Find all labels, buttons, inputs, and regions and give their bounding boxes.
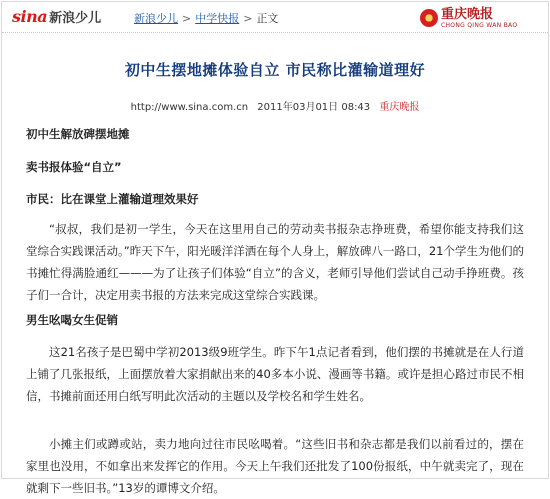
breadcrumb — [134, 10, 278, 26]
subheading: 男生吆喝女生促销 — [26, 313, 118, 327]
breadcrumb-link-section[interactable]: 中学快报 — [195, 12, 240, 25]
article-source-link[interactable]: 重庆晚报 — [379, 102, 420, 113]
paragraph: 这21名孩子是巴蜀中学初2013级9班学生。昨下午1点记者看到，他们摆的书摊就是在人行道上铺了几张报纸，上面摆放着大家捐献出来的40多本小说、漫画等书籍。或许是担心路过市民不相信，书摊前面还用白纸写明此次活动的主题以及学校名和学生姓名。 — [26, 345, 524, 403]
subheading: 卖书报体验“自立” — [26, 160, 122, 174]
sina-kids-logo[interactable] — [12, 7, 101, 27]
breadcrumb-separator: > — [243, 11, 253, 25]
partner-logo[interactable] — [420, 5, 540, 31]
newspaper-emblem-icon — [420, 9, 438, 27]
breadcrumb-separator: > — [182, 11, 192, 25]
article-url: http://www.sina.com.cn — [130, 102, 249, 113]
breadcrumb-current: 正文 — [256, 12, 279, 25]
top-bar — [2, 2, 548, 33]
partner-subtitle: CHONG QING WAN BAO — [441, 21, 518, 29]
paragraph: “叔叔，我们是初一学生，今天在这里用自己的劳动卖书报杂志挣班费，希望你能支持我们这堂综合实践课活动。”昨天下午，阳光暖洋洋洒在每个人身上，解放碑八一路口，21个学生为他们的书摊忙得满脸通红———为了让孩子们体验“自立”的含义，老师引导他们尝试自己动手挣班费。孩子们一合计，决定用卖书报的方法来完成这堂综合实践课。 — [26, 222, 524, 302]
partner-logo-text — [441, 8, 517, 29]
logo-sina-text: sina — [12, 7, 48, 26]
breadcrumb-link-home[interactable]: 新浪少儿 — [134, 12, 178, 25]
logo-channel-text: 新浪少儿 — [49, 11, 102, 26]
subheading: 市民：比在课堂上灌输道理效果好 — [26, 192, 199, 206]
article-datetime: 2011年03月01日 08:43 — [257, 102, 371, 113]
article-page — [1, 1, 549, 495]
paragraph: 小摊主们或蹲或站，卖力地向过往市民吆喝着。“这些旧书和杂志都是我们以前看过的，摆在家里也没用，不如拿出来发挥它的作用。今天上午我们还批发了100份报纸，中午就卖完了，现在就剩下一些旧书。”13岁的谭博文介绍。 — [26, 437, 524, 495]
article-title: 初中生摆地摊体验自立 市民称比灌输道理好 — [124, 61, 426, 79]
partner-name: 重庆晚报 — [441, 6, 494, 22]
article-meta — [2, 98, 548, 113]
subheading: 初中生解放碑摆地摊 — [26, 127, 130, 141]
